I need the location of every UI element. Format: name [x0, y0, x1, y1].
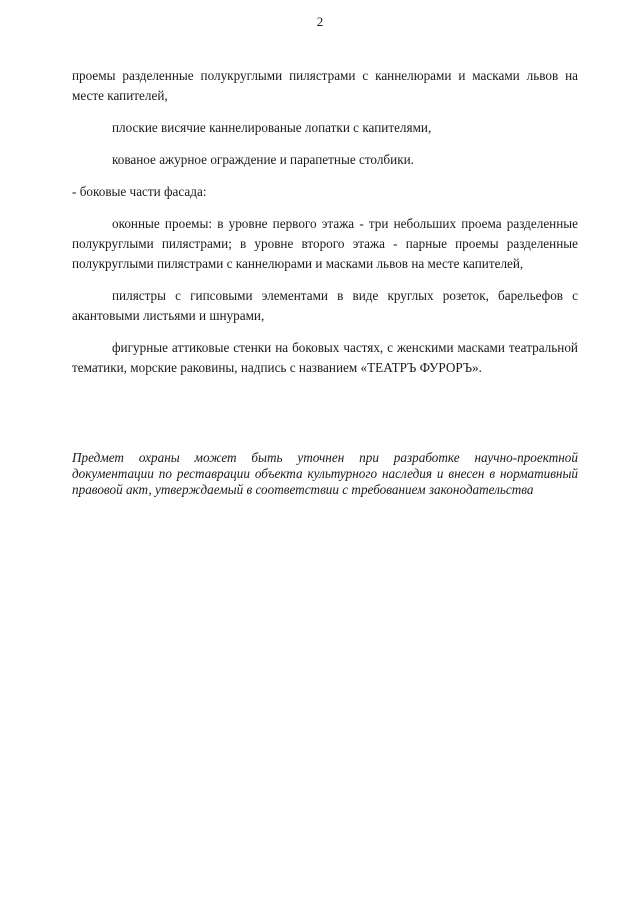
- protection-note: Предмет охраны может быть уточнен при разработке научно-проектной документации по реставрации объекта культурного наследия и внесен в нормативный правовой акт, утверждаемый в соответствии с требованием законодательства: [72, 450, 578, 497]
- paragraph-side-parts-heading: - боковые части фасада:: [72, 184, 207, 199]
- paragraph-window-openings: оконные проемы: в уровне первого этажа - три небольших проема разделенные полукруглыми пилястрами; в уровне второго этажа - парные проемы разделенные полукруглыми пилястрами с каннелюрами и масками львов на месте капителей,: [72, 216, 578, 271]
- document-body: [72, 66, 578, 390]
- paragraph-plaster-pilasters: пилястры с гипсовыми элементами в виде круглых розеток, барельефов с акантовыми листьями и шнурами,: [72, 288, 578, 323]
- paragraph-forged-railing: кованое ажурное ограждение и парапетные столбики.: [112, 152, 414, 167]
- paragraph-attic-walls: фигурные аттиковые стенки на боковых частях, с женскими масками театральной тематики, морские раковины, надпись с названием «ТЕАТРЪ ФУРОРЪ».: [72, 340, 578, 375]
- paragraph-pilaster-strips: плоские висячие каннелированые лопатки с капителями,: [112, 120, 432, 135]
- page-number: 2: [316, 14, 324, 29]
- paragraph-central-openings: проемы разделенные полукруглыми пилястрами с каннелюрами и масками львов на месте капителей,: [72, 68, 578, 103]
